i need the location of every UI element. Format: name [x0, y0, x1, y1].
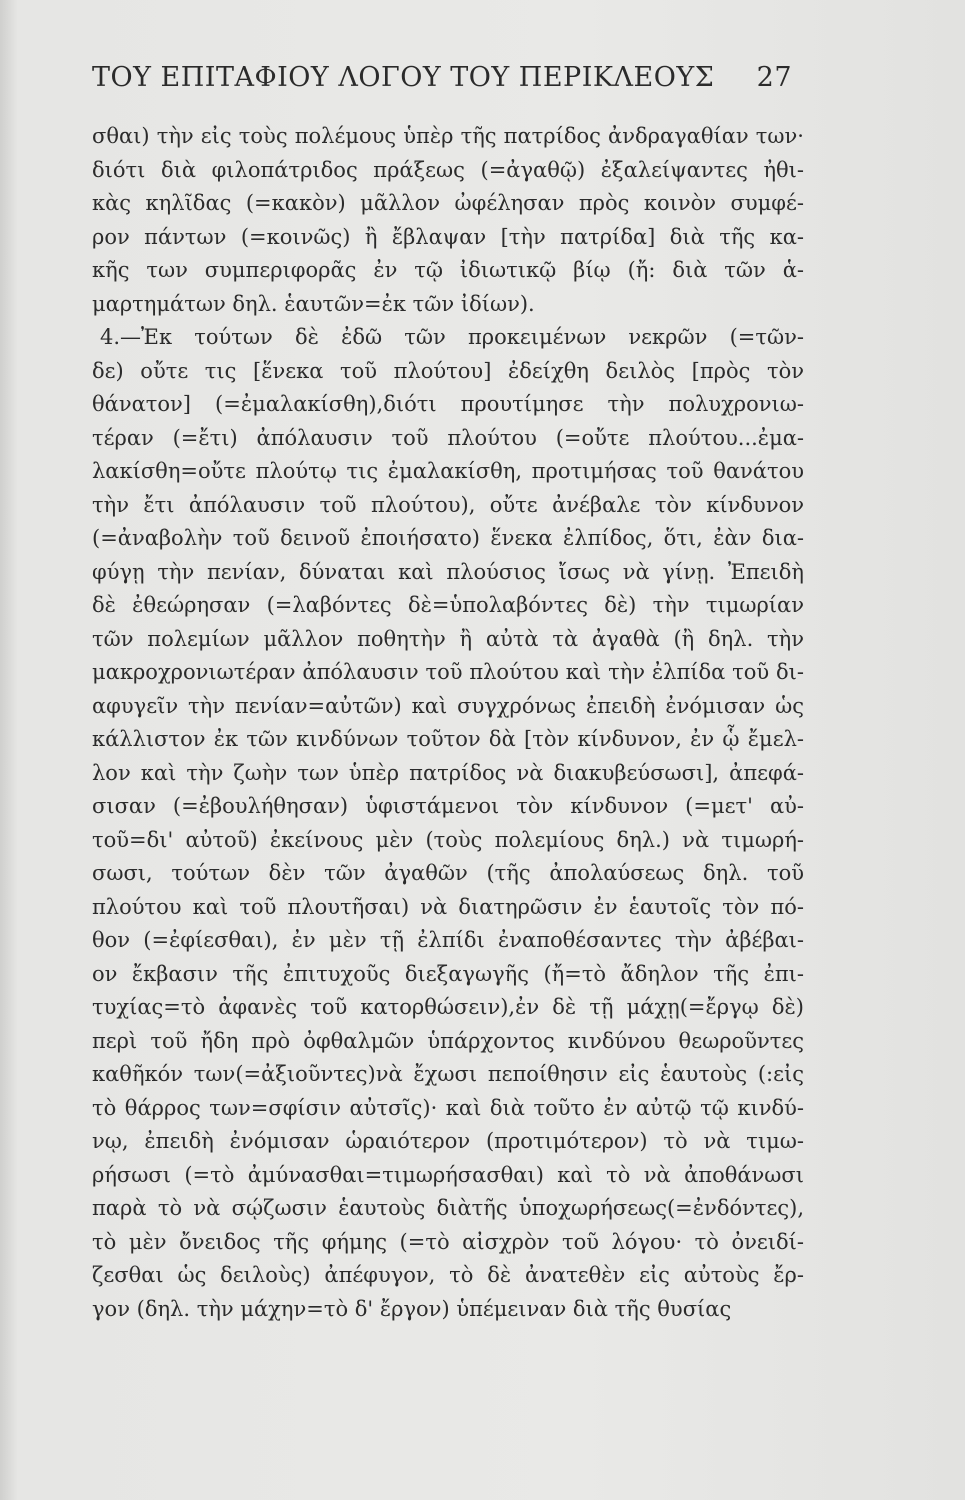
text-line: κὰς κηλῖδας (=κακὸν) μᾶλλον ὠφέλησαν πρὸς κοινὸν συμφέ- [92, 191, 804, 215]
text-line: γον (δηλ. τὴν μάχην=τὸ δ' ἔργον) ὑπέμειναν διὰ τῆς θυσίας [92, 1296, 732, 1321]
text-line: ζεσθαι ὡς δειλοὺς) ἀπέφυγον, τὸ δὲ ἀνατεθὲν εἰς αὐτοὺς ἔρ- [92, 1263, 804, 1287]
text-line: κῆς των συμπεριφορᾶς ἐν τῷ ἰδιωτικῷ βίῳ (ἤ: διὰ τῶν ἁ- [92, 258, 804, 282]
text-line: μακροχρονιωτέραν ἀπόλαυσιν τοῦ πλούτου καὶ τὴν ἐλπίδα τοῦ δι- [92, 660, 804, 684]
text-line: πλούτου καὶ τοῦ πλουτῆσαι) νὰ διατηρῶσιν ἐν ἑαυτοῖς τὸν πό- [92, 894, 804, 919]
text-line: λον καὶ τὴν ζωὴν των ὑπὲρ πατρίδος νὰ διακυβεύσωσι], ἀπεφά- [92, 760, 804, 785]
text-line: λακίσθη=οὔτε πλούτῳ τις ἐμαλακίσθη, προτιμήσας τοῦ θανάτου [92, 459, 804, 483]
text-line: σισαν (=ἐβουλήθησαν) ὑφιστάμενοι τὸν κίνδυνον (=μετ' αὐ- [92, 794, 804, 818]
text-line: νῳ, ἐπειδὴ ἐνόμισαν ὡραιότερον (προτιμότερον) τὸ νὰ τιμω- [92, 1129, 804, 1153]
text-line: σθαι) τὴν εἰς τοὺς πολέμους ὑπὲρ τῆς πατρίδος ἀνδραγαθίαν των· [92, 124, 804, 148]
body-text [92, 120, 804, 1326]
text-line: τυχίας=τὸ ἀφανὲς τοῦ κατορθώσειν),ἐν δὲ τῇ μάχῃ(=ἔργῳ δὲ) [92, 995, 804, 1019]
text-line: 4.—Ἐκ τούτων δὲ ἐδῶ τῶν προκειμένων νεκρῶν (=τῶν- [100, 325, 804, 349]
text-line: σωσι, τούτων δὲν τῶν ἀγαθῶν (τῆς ἀπολαύσεως δηλ. τοῦ [92, 861, 804, 885]
text-line: τὸ θάρρος των=σφίσιν αὐτσῖς)· καὶ διὰ τοῦτο ἐν αὐτῷ τῷ κινδύ- [92, 1095, 804, 1120]
text-line: τέραν (=ἔτι) ἀπόλαυσιν τοῦ πλούτου (=οὔτε πλούτου...ἐμα- [92, 425, 804, 450]
running-header [92, 62, 792, 102]
text-line: περὶ τοῦ ἤδη πρὸ ὀφθαλμῶν ὑπάρχοντος κινδύνου θεωροῦντες [92, 1028, 804, 1053]
running-title: ΤΟΥ ΕΠΙΤΑΦΙΟΥ ΛΟΓΟΥ ΤΟΥ ΠΕΡΙΚΛΕΟΥΣ [92, 62, 715, 93]
text-line: καθῆκόν των(=ἀξιοῦντες)νὰ ἔχωσι πεποίθησιν εἰς ἑαυτοὺς (:εἰς [92, 1062, 804, 1086]
text-line: ρον πάντων (=κοινῶς) ἢ ἔβλαψαν [τὴν πατρίδα] διὰ τῆς κα- [92, 224, 804, 249]
text-line: τὴν ἔτι ἀπόλαυσιν τοῦ πλούτου), οὔτε ἀνέβαλε τὸν κίνδυνον [92, 492, 804, 517]
text-line: δὲ ἐθεώρησαν (=λαβόντες δὲ=ὑπολαβόντες δὲ) τὴν τιμωρίαν [92, 593, 804, 617]
text-line: τοῦ=δι' αὐτοῦ) ἐκείνους μὲν (τοὺς πολεμίους δηλ.) νὰ τιμωρή- [92, 827, 804, 852]
text-line: θάνατον] (=ἐμαλακίσθη),διότι προυτίμησε τὴν πολυχρονιω- [92, 392, 804, 416]
text-line: (=ἀναβολὴν τοῦ δεινοῦ ἐποιήσατο) ἕνεκα ἐλπίδος, ὅτι, ἐὰν δια- [92, 526, 804, 550]
text-line: μαρτημάτων δηλ. ἑαυτῶν=ἐκ τῶν ἰδίων). [92, 291, 535, 316]
text-line: θον (=ἐφίεσθαι), ἐν μὲν τῇ ἐλπίδι ἐναποθέσαντες τὴν ἀβέβαι- [92, 928, 804, 952]
text-line: διότι διὰ φιλοπάτριδος πράξεως (=ἀγαθῷ) ἐξαλείψαντες ἠθι- [92, 157, 804, 182]
text-line: ρήσωσι (=τὸ ἀμύνασθαι=τιμωρήσασθαι) καὶ τὸ νὰ ἀποθάνωσι [92, 1162, 804, 1187]
text-line: αφυγεῖν τὴν πενίαν=αὐτῶν) καὶ συγχρόνως ἐπειδὴ ἐνόμισαν ὡς [92, 693, 804, 718]
text-line: ον ἔκβασιν τῆς ἐπιτυχοῦς διεξαγωγῆς (ἤ=τὸ ἄδηλον τῆς ἐπι- [92, 961, 804, 986]
text-line: δε) οὔτε τις [ἕνεκα τοῦ πλούτου] ἐδείχθη δειλὸς [πρὸς τὸν [92, 358, 804, 383]
text-line: παρὰ τὸ νὰ σῴζωσιν ἑαυτοὺς διὰτῆς ὑποχωρήσεως(=ἐνδόντες), [92, 1196, 804, 1220]
page-number: 27 [756, 62, 792, 93]
text-line: κάλλιστον ἐκ τῶν κινδύνων τοῦτον δὰ [τὸν κίνδυνον, ἐν ᾧ ἔμελ- [92, 727, 804, 751]
text-line: φύγῃ τὴν πενίαν, δύναται καὶ πλούσιος ἴσως νὰ γίνῃ. Ἐπειδὴ [92, 559, 804, 584]
text-line: τὸ μὲν ὄνειδος τῆς φήμης (=τὸ αἰσχρὸν τοῦ λόγου· τὸ ὀνειδί- [92, 1229, 804, 1254]
text-line: τῶν πολεμίων μᾶλλον ποθητὴν ἢ αὐτὰ τὰ ἀγαθὰ (ἢ δηλ. τὴν [92, 626, 804, 651]
